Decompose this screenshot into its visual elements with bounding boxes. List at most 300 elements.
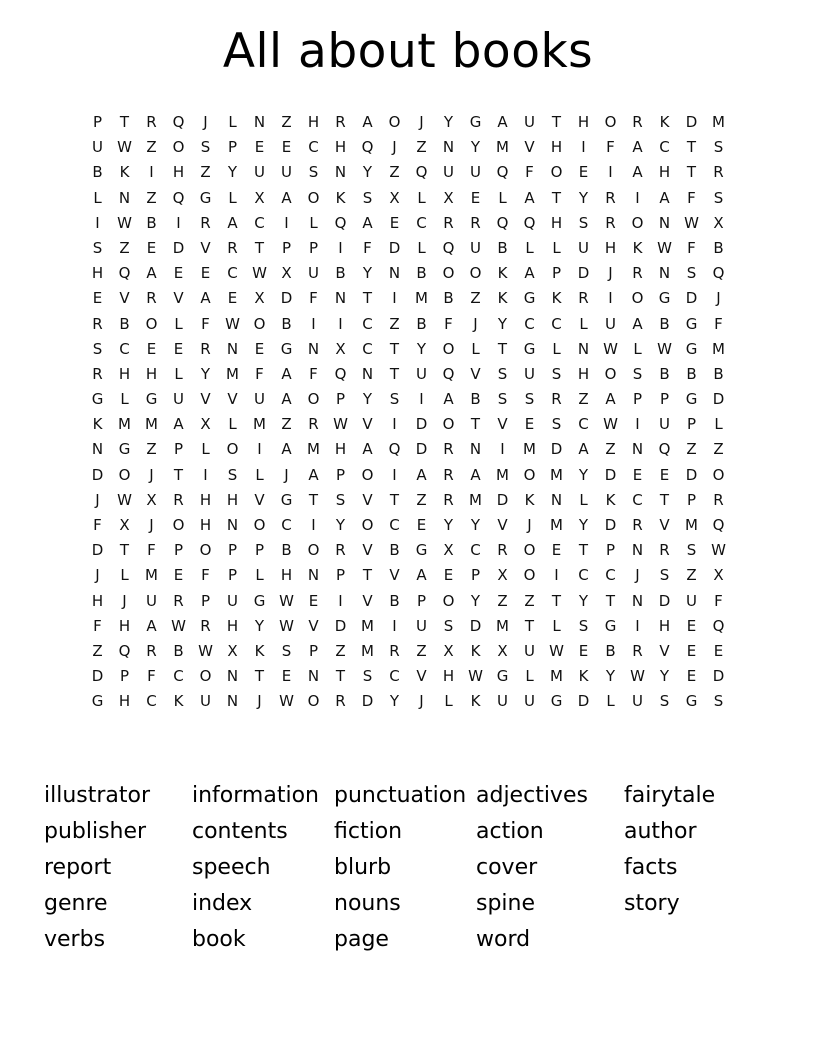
grid-letter[interactable]: V [497,415,508,434]
word-list-item[interactable]: verbs [44,927,106,952]
grid-letter[interactable]: L [525,667,534,686]
grid-letter[interactable]: E [254,339,265,358]
grid-letter[interactable]: G [523,289,536,308]
grid-letter[interactable]: Q [172,113,185,131]
grid-letter[interactable]: Q [118,264,131,283]
grid-letter[interactable]: H [118,616,131,635]
grid-letter[interactable]: L [174,364,183,383]
grid-letter[interactable]: H [280,566,293,585]
grid-letter[interactable]: T [686,138,697,157]
grid-letter[interactable]: V [362,490,373,509]
grid-letter[interactable]: Y [578,465,589,484]
grid-letter[interactable]: N [253,113,266,131]
grid-letter[interactable]: I [176,213,181,232]
grid-letter[interactable]: T [335,667,346,686]
grid-letter[interactable]: Y [578,516,589,534]
grid-letter[interactable]: K [632,238,643,257]
grid-letter[interactable]: F [201,566,210,585]
grid-letter[interactable]: D [388,238,401,257]
grid-letter[interactable]: P [173,541,184,560]
grid-letter[interactable]: Z [146,138,157,157]
grid-letter[interactable]: I [635,188,640,207]
grid-letter[interactable]: M [685,516,698,534]
grid-letter[interactable]: E [686,667,697,686]
grid-letter[interactable]: P [119,667,130,686]
grid-letter[interactable]: O [361,516,374,534]
grid-letter[interactable]: D [91,541,104,560]
grid-letter[interactable]: Z [497,591,508,610]
grid-letter[interactable]: B [605,641,616,660]
grid-letter[interactable]: Q [496,213,509,232]
grid-letter[interactable]: A [173,415,184,434]
grid-letter[interactable]: R [92,364,103,383]
grid-letter[interactable]: S [578,616,589,635]
grid-letter[interactable]: L [525,238,534,257]
grid-letter[interactable]: B [389,591,400,610]
grid-letter[interactable]: I [608,163,613,182]
grid-letter[interactable]: D [685,465,698,484]
grid-letter[interactable]: S [686,264,697,283]
grid-letter[interactable]: I [149,163,154,182]
grid-letter[interactable]: U [470,163,481,182]
grid-letter[interactable]: Z [524,591,535,610]
grid-letter[interactable]: A [632,314,643,333]
grid-letter[interactable]: K [254,641,265,660]
grid-letter[interactable]: B [659,364,670,383]
grid-letter[interactable]: R [443,465,454,484]
grid-letter[interactable]: R [335,692,346,711]
grid-letter[interactable]: B [335,264,346,283]
word-list-item[interactable]: word [476,927,531,952]
grid-letter[interactable]: T [362,566,373,585]
grid-letter[interactable]: O [307,390,320,409]
grid-letter[interactable]: O [226,440,239,459]
grid-letter[interactable]: A [659,188,670,207]
grid-letter[interactable]: X [281,264,292,283]
grid-letter[interactable]: H [577,364,590,383]
grid-letter[interactable]: H [442,667,455,686]
grid-letter[interactable]: P [416,591,427,610]
grid-letter[interactable]: L [579,314,588,333]
grid-letter[interactable]: D [658,591,671,610]
grid-letter[interactable]: L [120,566,129,585]
grid-letter[interactable]: Y [497,314,508,333]
grid-letter[interactable]: E [443,566,454,585]
grid-letter[interactable]: L [120,390,129,409]
grid-letter[interactable]: C [659,138,670,157]
grid-letter[interactable]: W [711,541,726,560]
grid-letter[interactable]: M [550,667,563,686]
grid-letter[interactable]: I [500,440,505,459]
grid-letter[interactable]: F [147,541,156,560]
grid-letter[interactable]: I [203,465,208,484]
grid-letter[interactable]: D [361,692,374,711]
grid-letter[interactable]: P [308,238,319,257]
grid-letter[interactable]: W [279,616,294,635]
grid-letter[interactable]: Y [362,390,373,409]
grid-letter[interactable]: J [527,516,532,534]
grid-letter[interactable]: A [146,264,157,283]
grid-letter[interactable]: E [227,289,238,308]
grid-letter[interactable]: Q [523,213,536,232]
grid-letter[interactable]: G [118,440,131,459]
grid-letter[interactable]: J [257,692,262,711]
grid-letter[interactable]: X [443,541,454,560]
grid-letter[interactable]: N [226,692,239,711]
grid-letter[interactable]: B [416,314,427,333]
grid-letter[interactable]: B [713,364,724,383]
grid-letter[interactable]: A [497,113,508,131]
grid-letter[interactable]: P [632,390,643,409]
grid-letter[interactable]: C [362,339,373,358]
grid-letter[interactable]: A [578,440,589,459]
grid-letter[interactable]: Y [389,692,400,711]
grid-letter[interactable]: R [146,641,157,660]
grid-letter[interactable]: V [173,289,184,308]
grid-letter[interactable]: L [417,238,426,257]
grid-letter[interactable]: R [605,188,616,207]
grid-letter[interactable]: S [92,339,103,358]
grid-letter[interactable]: G [685,390,698,409]
grid-letter[interactable]: Q [388,440,401,459]
grid-letter[interactable]: A [470,465,481,484]
grid-letter[interactable]: L [309,213,318,232]
word-list-item[interactable]: index [192,891,253,916]
grid-letter[interactable]: I [95,213,100,232]
grid-letter[interactable]: B [497,238,508,257]
grid-letter[interactable]: J [149,465,154,484]
grid-letter[interactable]: D [712,390,725,409]
grid-letter[interactable]: V [389,566,400,585]
grid-letter[interactable]: A [416,465,427,484]
grid-letter[interactable]: B [173,641,184,660]
grid-letter[interactable]: A [146,616,157,635]
grid-letter[interactable]: M [550,465,563,484]
grid-letter[interactable]: M [253,415,266,434]
grid-letter[interactable]: J [95,566,100,585]
grid-letter[interactable]: T [362,289,373,308]
grid-letter[interactable]: X [497,566,508,585]
grid-letter[interactable]: D [577,264,590,283]
grid-letter[interactable]: T [470,415,481,434]
grid-letter[interactable]: H [550,138,563,157]
grid-letter[interactable]: X [335,339,346,358]
grid-letter[interactable]: D [415,440,428,459]
word-list-item[interactable]: speech [192,855,271,880]
grid-letter[interactable]: Z [713,440,724,459]
grid-letter[interactable]: K [497,289,508,308]
grid-letter[interactable]: W [117,138,132,157]
grid-letter[interactable]: B [659,314,670,333]
grid-letter[interactable]: K [659,113,670,131]
grid-letter[interactable]: U [605,314,616,333]
grid-letter[interactable]: C [578,415,589,434]
grid-letter[interactable]: Z [92,641,103,660]
grid-letter[interactable]: G [550,692,563,711]
grid-letter[interactable]: X [146,490,157,509]
grid-letter[interactable]: E [686,641,697,660]
grid-letter[interactable]: B [146,213,157,232]
grid-letter[interactable]: C [254,213,265,232]
grid-letter[interactable]: J [419,692,424,711]
grid-letter[interactable]: V [200,238,211,257]
grid-letter[interactable]: F [714,314,723,333]
grid-letter[interactable]: E [551,541,562,560]
grid-letter[interactable]: U [524,113,535,131]
grid-letter[interactable]: Z [416,490,427,509]
grid-letter[interactable]: Y [362,163,373,182]
grid-letter[interactable]: U [146,591,157,610]
grid-letter[interactable]: C [389,516,400,534]
grid-letter[interactable]: H [307,113,320,131]
grid-letter[interactable]: O [604,113,617,131]
grid-letter[interactable]: E [281,667,292,686]
grid-letter[interactable]: N [118,188,131,207]
grid-letter[interactable]: D [604,465,617,484]
grid-letter[interactable]: F [444,314,453,333]
grid-letter[interactable]: Y [578,591,589,610]
grid-letter[interactable]: E [200,264,211,283]
grid-letter[interactable]: R [200,339,211,358]
grid-letter[interactable]: G [199,188,212,207]
grid-letter[interactable]: I [338,238,343,257]
grid-letter[interactable]: E [686,616,697,635]
grid-letter[interactable]: O [145,314,158,333]
grid-letter[interactable]: V [254,490,265,509]
grid-letter[interactable]: K [119,163,130,182]
grid-letter[interactable]: V [362,591,373,610]
word-list-item[interactable]: blurb [334,855,392,880]
grid-letter[interactable]: A [200,289,211,308]
grid-letter[interactable]: W [117,490,132,509]
word-list-item[interactable]: book [192,927,246,952]
grid-letter[interactable]: I [635,616,640,635]
grid-letter[interactable]: R [659,541,670,560]
grid-letter[interactable]: O [253,516,266,534]
grid-letter[interactable]: R [632,516,643,534]
grid-letter[interactable]: U [497,692,508,711]
grid-letter[interactable]: X [254,188,265,207]
grid-letter[interactable]: W [657,339,672,358]
word-list-item[interactable]: genre [44,891,108,916]
grid-letter[interactable]: L [552,616,561,635]
grid-letter[interactable]: U [659,415,670,434]
grid-letter[interactable]: H [550,213,563,232]
word-list-item[interactable]: author [624,819,697,844]
grid-letter[interactable]: D [712,667,725,686]
grid-letter[interactable]: W [171,616,186,635]
grid-letter[interactable]: W [252,264,267,283]
grid-letter[interactable]: W [684,213,699,232]
grid-letter[interactable]: V [200,390,211,409]
grid-letter[interactable]: J [149,516,154,534]
grid-letter[interactable]: T [578,541,589,560]
grid-letter[interactable]: W [603,415,618,434]
grid-letter[interactable]: N [577,339,590,358]
grid-letter[interactable]: H [199,516,212,534]
grid-letter[interactable]: I [338,314,343,333]
grid-letter[interactable]: Y [416,339,427,358]
grid-letter[interactable]: Q [442,364,455,383]
grid-letter[interactable]: V [308,616,319,635]
grid-letter[interactable]: U [524,692,535,711]
grid-letter[interactable]: U [92,138,103,157]
grid-letter[interactable]: N [631,541,644,560]
grid-letter[interactable]: N [631,591,644,610]
grid-letter[interactable]: I [392,465,397,484]
grid-letter[interactable]: G [145,390,158,409]
grid-letter[interactable]: W [117,213,132,232]
grid-letter[interactable]: C [389,667,400,686]
grid-letter[interactable]: J [203,113,208,131]
grid-letter[interactable]: O [523,465,536,484]
grid-letter[interactable]: C [551,314,562,333]
grid-letter[interactable]: A [281,364,292,383]
grid-letter[interactable]: D [91,465,104,484]
grid-letter[interactable]: P [335,390,346,409]
grid-letter[interactable]: O [172,516,185,534]
grid-letter[interactable]: J [122,591,127,610]
grid-letter[interactable]: Y [227,163,238,182]
grid-letter[interactable]: Z [200,163,211,182]
grid-letter[interactable]: U [281,163,292,182]
grid-letter[interactable]: I [311,314,316,333]
grid-letter[interactable]: T [119,541,130,560]
grid-letter[interactable]: R [470,213,481,232]
grid-letter[interactable]: B [416,264,427,283]
word-list-item[interactable]: spine [476,891,536,916]
grid-letter[interactable]: E [92,289,103,308]
grid-letter[interactable]: Q [496,163,509,182]
grid-letter[interactable]: A [362,213,373,232]
grid-letter[interactable]: R [200,616,211,635]
word-list-item[interactable]: publisher [44,819,147,844]
grid-letter[interactable]: N [307,667,320,686]
grid-letter[interactable]: I [554,566,559,585]
grid-letter[interactable]: B [389,541,400,560]
grid-letter[interactable]: T [605,591,616,610]
grid-letter[interactable]: K [470,692,481,711]
grid-letter[interactable]: P [659,390,670,409]
grid-letter[interactable]: S [497,390,508,409]
grid-letter[interactable]: P [281,238,292,257]
grid-letter[interactable]: T [389,364,400,383]
grid-letter[interactable]: K [335,188,346,207]
grid-letter[interactable]: J [284,465,289,484]
grid-letter[interactable]: K [497,264,508,283]
grid-letter[interactable]: L [714,415,723,434]
grid-letter[interactable]: A [416,566,427,585]
grid-letter[interactable]: Z [416,138,427,157]
grid-letter[interactable]: U [686,591,697,610]
grid-letter[interactable]: O [469,264,482,283]
grid-letter[interactable]: R [551,390,562,409]
grid-letter[interactable]: Z [281,415,292,434]
grid-letter[interactable]: P [686,415,697,434]
grid-letter[interactable]: E [416,516,427,534]
grid-letter[interactable]: M [415,289,428,308]
word-list-item[interactable]: illustrator [44,783,151,808]
grid-letter[interactable]: B [119,314,130,333]
grid-letter[interactable]: Q [334,213,347,232]
grid-letter[interactable]: G [658,289,671,308]
grid-letter[interactable]: U [416,616,427,635]
grid-letter[interactable]: Y [470,138,481,157]
grid-letter[interactable]: R [578,289,589,308]
grid-letter[interactable]: H [226,490,239,509]
grid-letter[interactable]: Z [470,289,481,308]
grid-letter[interactable]: H [604,238,617,257]
grid-letter[interactable]: C [281,516,292,534]
grid-letter[interactable]: L [606,692,615,711]
grid-letter[interactable]: O [172,138,185,157]
grid-letter[interactable]: C [632,490,643,509]
grid-letter[interactable]: Y [443,516,454,534]
grid-letter[interactable]: K [524,490,535,509]
grid-letter[interactable]: D [496,490,509,509]
grid-letter[interactable]: O [604,364,617,383]
grid-letter[interactable]: Y [362,264,373,283]
grid-letter[interactable]: L [93,188,102,207]
grid-letter[interactable]: H [334,138,347,157]
grid-letter[interactable]: C [416,213,427,232]
grid-letter[interactable]: H [658,163,671,182]
grid-letter[interactable]: V [659,641,670,660]
grid-letter[interactable]: S [335,490,346,509]
grid-letter[interactable]: H [334,440,347,459]
grid-letter[interactable]: N [658,264,671,283]
grid-letter[interactable]: F [147,667,156,686]
grid-letter[interactable]: Y [578,188,589,207]
grid-letter[interactable]: C [362,314,373,333]
grid-letter[interactable]: O [550,163,563,182]
grid-letter[interactable]: S [551,415,562,434]
grid-letter[interactable]: Q [172,188,185,207]
grid-letter[interactable]: S [389,390,400,409]
grid-letter[interactable]: U [308,264,319,283]
grid-letter[interactable]: T [686,163,697,182]
grid-letter[interactable]: M [145,415,158,434]
grid-letter[interactable]: T [119,113,130,131]
grid-letter[interactable]: Y [200,364,211,383]
grid-letter[interactable]: F [309,364,318,383]
grid-letter[interactable]: P [686,490,697,509]
grid-letter[interactable]: K [605,490,616,509]
grid-letter[interactable]: I [257,440,262,459]
grid-letter[interactable]: Q [361,138,374,157]
grid-letter[interactable]: A [362,440,373,459]
grid-letter[interactable]: E [146,238,157,257]
grid-letter[interactable]: F [606,138,615,157]
grid-letter[interactable]: R [713,490,724,509]
word-list-item[interactable]: information [192,783,319,808]
grid-letter[interactable]: L [498,188,507,207]
grid-letter[interactable]: T [254,238,265,257]
grid-letter[interactable]: H [577,113,590,131]
grid-letter[interactable]: S [497,364,508,383]
grid-letter[interactable]: W [279,591,294,610]
grid-letter[interactable]: Z [686,566,697,585]
grid-letter[interactable]: O [712,465,725,484]
grid-letter[interactable]: I [284,213,289,232]
grid-letter[interactable]: T [173,465,184,484]
grid-letter[interactable]: S [92,238,103,257]
grid-letter[interactable]: S [632,364,643,383]
grid-letter[interactable]: S [578,213,589,232]
grid-letter[interactable]: R [632,264,643,283]
grid-letter[interactable]: N [361,364,374,383]
grid-letter[interactable]: Q [712,516,725,534]
